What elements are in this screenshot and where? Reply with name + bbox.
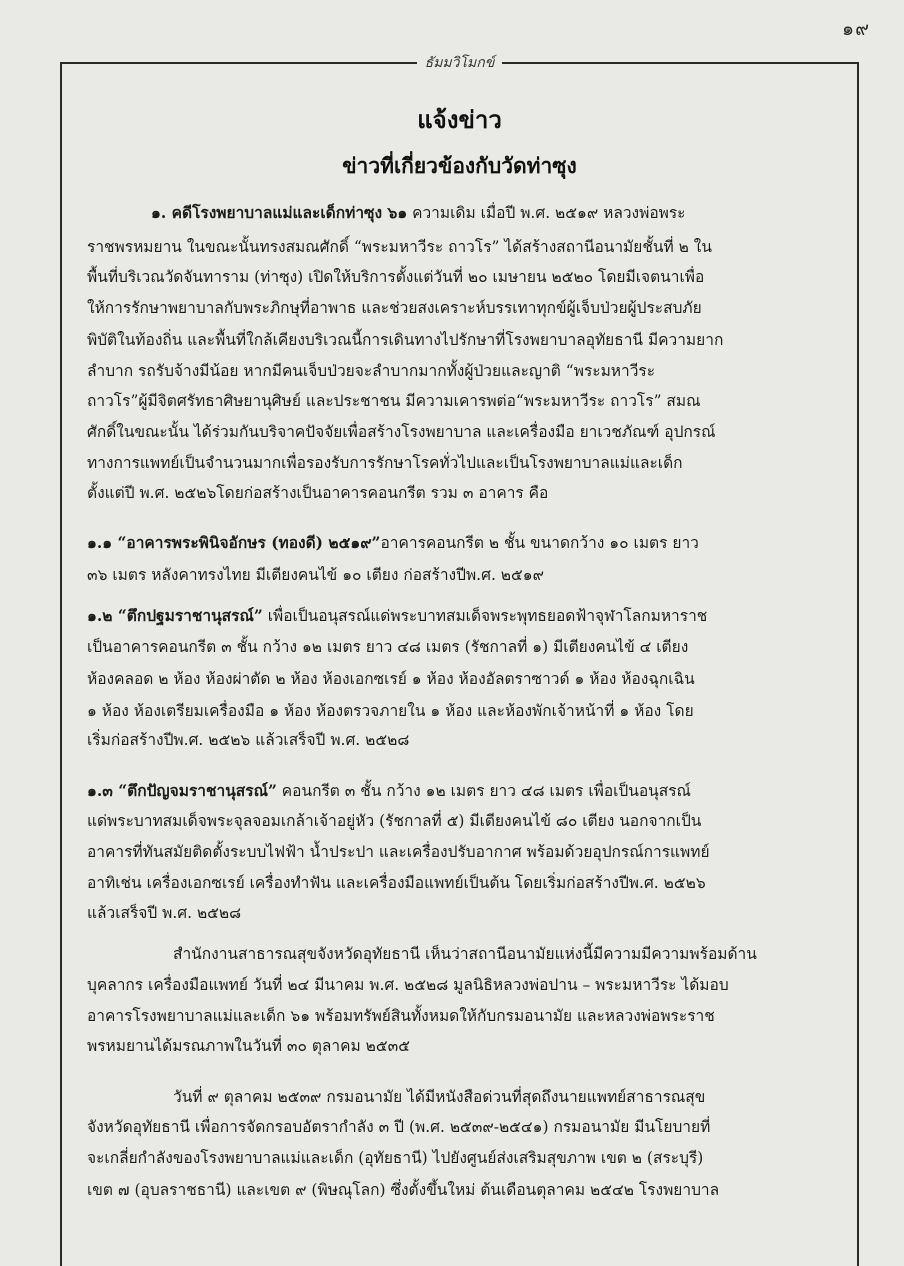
text-span: ความเดิม เมื่อปี พ.ศ. ๒๕๑๙ หลวงพ่อพระ (407, 204, 686, 222)
text-line: เขต ๗ (อุบลราชธานี) และเขต ๙ (พิษณุโลก) ซึ่งตั้งขึ้นใหม่ ต้นเดือนตุลาคม ๒๕๔๒ โรงพยาบาล (87, 1181, 720, 1199)
text-line: ศักดิ์ในขณะนั้น ได้ร่วมกันบริจาคปัจจัยเพื่อสร้างโรงพยาบาล และเครื่องมือ ยาเวชภัณฑ์ อุปกรณ์ (87, 423, 716, 441)
text-line (87, 781, 691, 801)
clause-heading: ๑.๒ “ตึกปฐมราชานุสรณ์” (87, 606, 263, 625)
text-line: วันที่ ๙ ตุลาคม ๒๕๓๙ กรมอนามัย ได้มีหนังสือด่วนที่สุดถึงนายแพทย์สาธารณสุข (173, 1088, 706, 1106)
clause-heading: ๑.๓ “ตึกปัญจมราชานุสรณ์” (87, 781, 277, 800)
text-line: สำนักงานสาธารณสุขจังหวัดอุทัยธานี เห็นว่าสถานีอนามัยแห่งนี้มีความมีความพร้อมด้าน (173, 945, 757, 963)
text-line: ราชพรหมยาน ในขณะนั้นทรงสมณศักดิ์ “พระมหาวีระ ถาวโร” ได้สร้างสถานีอนามัยชั้นที่ ๒ ใน (87, 238, 712, 256)
page-number: ๑๙ (842, 18, 870, 40)
text-line: พรหมยานได้มรณภาพในวันที่ ๓๐ ตุลาคม ๒๕๓๕ (87, 1037, 410, 1055)
text-line: จังหวัดอุทัยธานี เพื่อการจัดกรอบอัตรากำลัง ๓ ปี (พ.ศ. ๒๕๓๙-๒๕๔๑) กรมอนามัย มีนโยบายที่ (87, 1118, 711, 1136)
text-line: เป็นอาคารคอนกรีต ๓ ชั้น กว้าง ๑๒ เมตร ยาว ๔๘ เมตร (รัชกาลที่ ๑) มีเตียงคนไข้ ๔ เตียง (87, 638, 689, 656)
text-line: ๓๖ เมตร หลังคาทรงไทย มีเตียงคนไข้ ๑๐ เตียง ก่อสร้างปีพ.ศ. ๒๕๑๙ (87, 566, 544, 584)
text-line: อาคารโรงพยาบาลแม่และเด็ก ๖๑ พร้อมทรัพย์สินทั้งหมดให้กับกรมอนามัย และหลวงพ่อพระราช (87, 1007, 715, 1025)
text-line: ให้การรักษาพยาบาลกับพระภิกษุที่อาพาธ และช่วยสงเคราะห์บรรเทาทุกข์ผู้เจ็บป่วยผู้ประสบภัย (87, 299, 702, 317)
text-line: พิบัติในท้องถิ่น และพื้นที่ใกล้เคียงบริเวณนี้การเดินทางไปรักษาที่โรงพยาบาลอุทัยธานี มีความยาก (87, 331, 724, 349)
running-title-text: ธัมมวิโมกข์ (417, 52, 503, 74)
text-line: ลำบาก รถรับจ้างมีน้อย หากมีคนเจ็บป่วยจะลำบากมากทั้งผู้ป่วยและญาติ “พระมหาวีระ (87, 362, 656, 380)
text-span: เพื่อเป็นอนุสรณ์แด่พระบาทสมเด็จพระพุทธยอดฟ้าจุฬาโลกมหาราช (262, 607, 708, 625)
running-title (62, 52, 857, 74)
text-line: เริ่มก่อสร้างปีพ.ศ. ๒๕๒๖ แล้วเสร็จปี พ.ศ. ๒๕๒๘ (87, 731, 410, 749)
text-line: พื้นที่บริเวณวัดจันทาราม (ท่าซุง) เปิดให้บริการตั้งแต่วันที่ ๒๐ เมษายน ๒๕๒๐ โดยมีเจตนาเพื่อ (87, 268, 705, 286)
text-line (87, 606, 707, 626)
text-line: ทางการแพทย์เป็นจำนวนมากเพื่อรองรับการรักษาโรคทั่วไปและเป็นโรงพยาบาลแม่และเด็ก (87, 454, 683, 472)
text-line: ๑ ห้อง ห้องเตรียมเครื่องมือ ๑ ห้อง ห้องตรวจภายใน ๑ ห้อง และห้องพักเจ้าหน้าที่ ๑ ห้อง โดย (87, 702, 694, 720)
clause-heading: ๑.๑ “อาคารพระพินิจอักษร (ทองดี) ๒๕๑๙” (87, 533, 381, 552)
article-frame (60, 55, 859, 1266)
text-line: ตั้งแต่ปี พ.ศ. ๒๕๒๖โดยก่อสร้างเป็นอาคารคอนกรีต รวม ๓ อาคาร คือ (87, 484, 549, 502)
text-line (151, 203, 686, 223)
text-line: ห้องคลอด ๒ ห้อง ห้องผ่าตัด ๒ ห้อง ห้องเอกซเรย์ ๑ ห้อง ห้องอัลตราซาวด์ ๑ ห้อง ห้องฉุกเฉิน (87, 670, 695, 688)
article-heading: แจ้งข่าว (417, 105, 502, 134)
text-line: อาคารที่ทันสมัยติดตั้งระบบไฟฟ้า น้ำประปา และเครื่องปรับอากาศ พร้อมด้วยอุปกรณ์การแพทย์ (87, 843, 710, 861)
text-span: อาคารคอนกรีต ๒ ชั้น ขนาดกว้าง ๑๐ เมตร ยาว (380, 534, 699, 552)
text-line: อาทิเช่น เครื่องเอกซเรย์ เครื่องทำฟัน และเครื่องมือแพทย์เป็นต้น โดยเริ่มก่อสร้างปีพ.ศ. ๒๕๒๖ (87, 874, 706, 892)
text-line: แล้วเสร็จปี พ.ศ. ๒๕๒๘ (87, 904, 242, 922)
clause-heading: ๑. คดีโรงพยาบาลแม่และเด็กท่าซุง ๖๑ (151, 203, 408, 222)
text-line (87, 533, 699, 553)
text-line: บุคลากร เครื่องมือแพทย์ วันที่ ๒๔ มีนาคม พ.ศ. ๒๕๒๘ มูลนิธิหลวงพ่อปาน – พระมหาวีระ ได้มอบ (87, 976, 729, 994)
text-line: จะเกลี่ยกำลังของโรงพยาบาลแม่และเด็ก (อุทัยธานี) ไปยังศูนย์ส่งเสริมสุขภาพ เขต ๒ (สระบุรี) (87, 1149, 704, 1167)
text-line: ถาวโร”ผู้มีจิตศรัทธาศิษยานุศิษย์ และประชาชน มีความเคารพต่อ“พระมหาวีระ ถาวโร” สมณ (87, 392, 701, 410)
text-span: คอนกรีต ๓ ชั้น กว้าง ๑๒ เมตร ยาว ๔๘ เมตร เพื่อเป็นอนุสรณ์ (276, 782, 691, 800)
text-line: แด่พระบาทสมเด็จพระจุลจอมเกล้าเจ้าอยู่หัว (รัชกาลที่ ๕) มีเตียงคนไข้ ๘๐ เตียง นอกจากเป็น (87, 812, 702, 830)
article-subheading: ข่าวที่เกี่ยวข้องกับวัดท่าซุง (342, 153, 577, 178)
